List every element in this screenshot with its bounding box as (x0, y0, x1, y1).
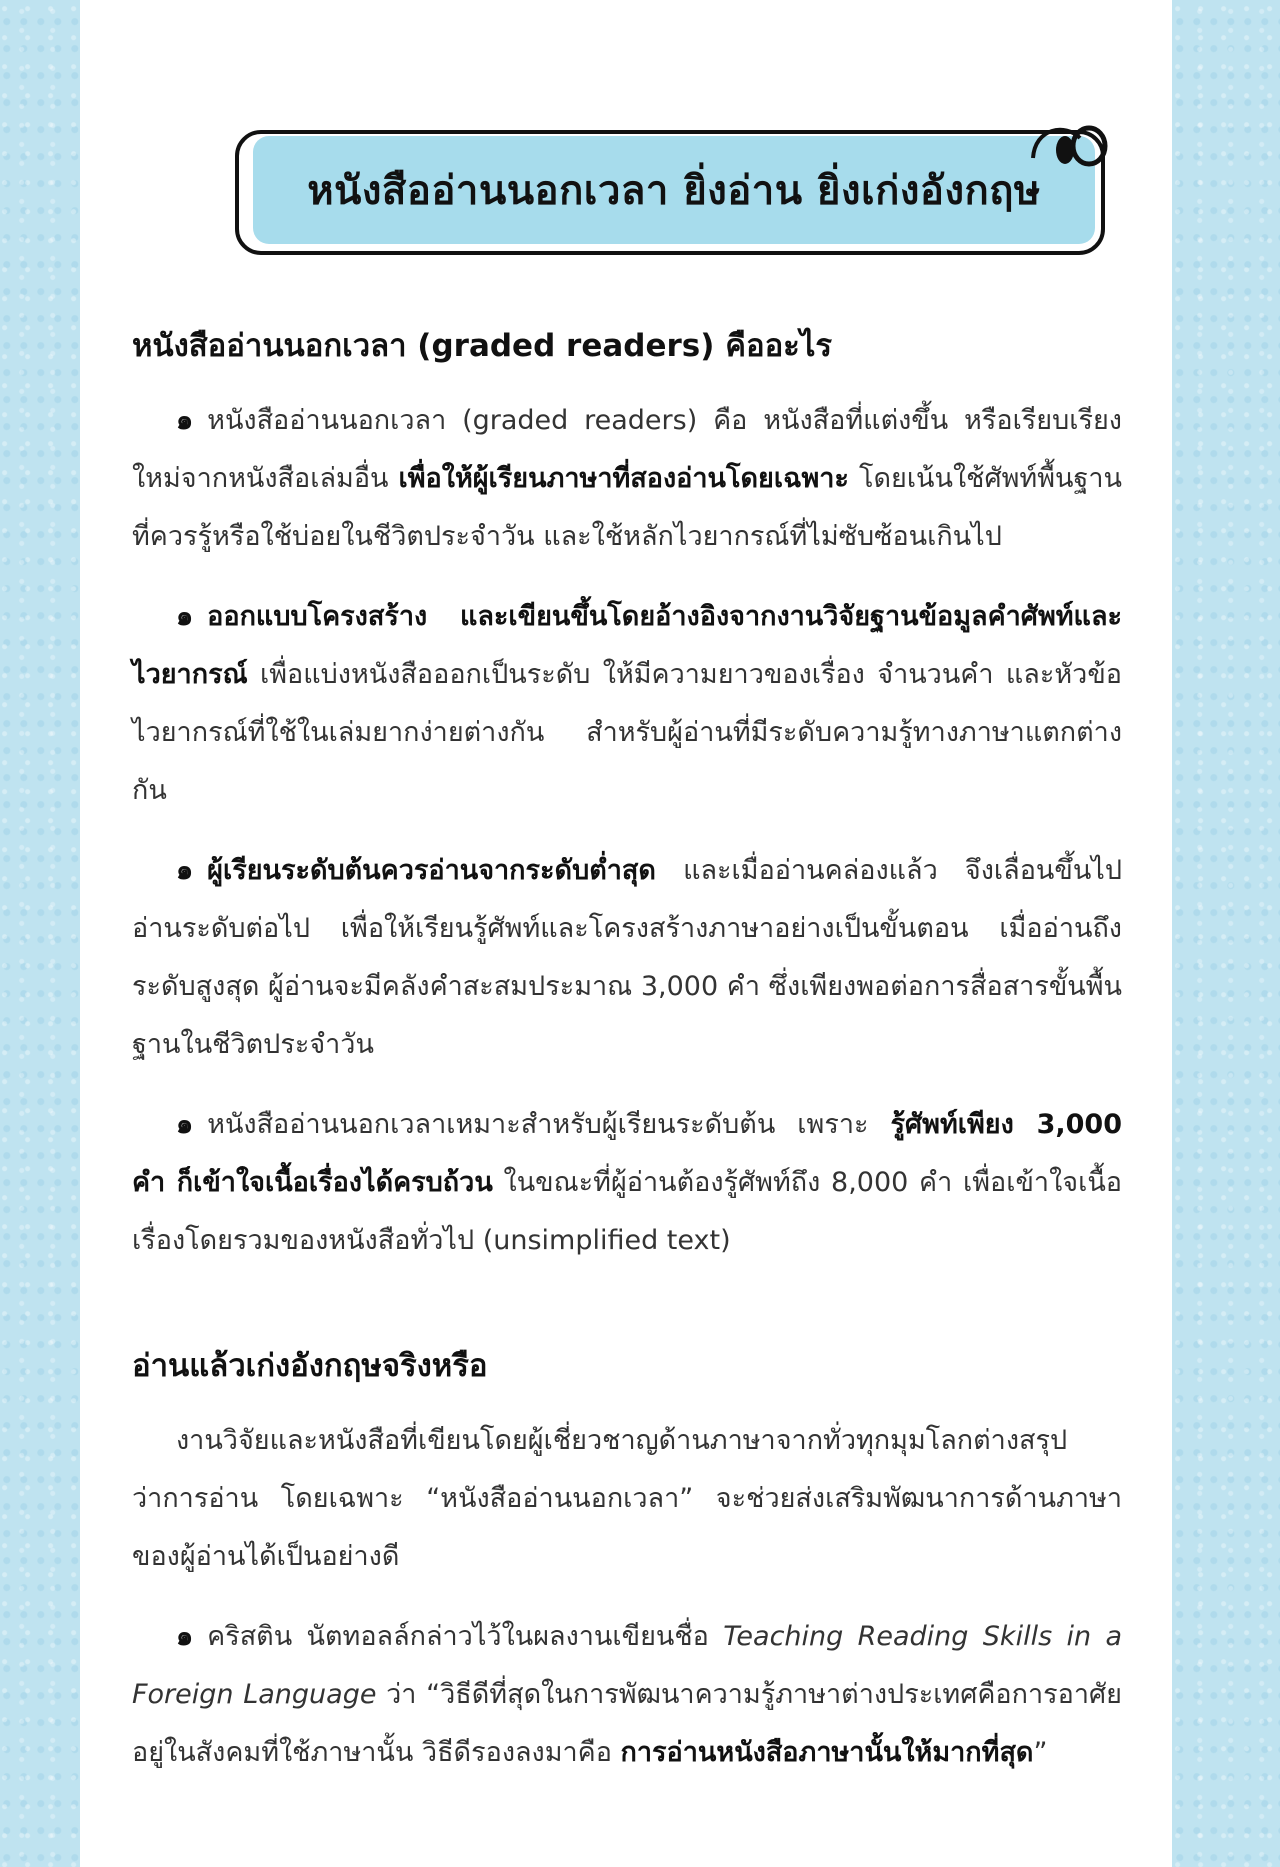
page (80, 0, 1172, 1867)
book-title: Teaching Reading Skills in a Foreign Language (132, 1621, 1122, 1710)
bullet-marker: ๑ (176, 1621, 194, 1652)
page-title: หนังสืออ่านนอกเวลา ยิ่งอ่าน ยิ่งเก่งอังกฤษ (307, 168, 1041, 214)
section-heading-graded-readers: หนังสืออ่านนอกเวลา (graded readers) คืออะไร (132, 328, 833, 364)
bullet-marker: ๑ (176, 405, 194, 436)
bullet-marker: ๑ (176, 601, 194, 632)
paragraph-intro: งานวิจัยและหนังสือที่เขียนโดยผู้เชี่ยวชาญด้านภาษาจากทั่วทุกมุมโลกต่างสรุปว่าการอ่าน โดยเฉพาะ “หนังสืออ่านนอกเวลา” จะช่วยส่งเสริมพัฒนาการด้านภาษาของผู้อ่านได้เป็นอย่างดี (132, 1425, 1122, 1572)
paragraph-1: ๑ หนังสืออ่านนอกเวลา (graded readers) คือ หนังสือที่แต่งขึ้น หรือเรียบเรียงใหม่จากหนังสือเล่มอื่น เพื่อให้ผู้เรียนภาษาที่สองอ่านโดยเฉพาะ โดยเน้นใช้ศัพท์พื้นฐานที่ควรรู้หรือใช้บ่อยในชีวิตประจำวัน และใช้หลักไวยากรณ์ที่ไม่ซับซ้อนเกินไป (132, 405, 1122, 552)
paragraph-nuttall-quote: ๑ คริสติน นัตทอลล์กล่าวไว้ในผลงานเขียนชื่อ Teaching Reading Skills in a Foreign Language ว่า “วิธีดีที่สุดในการพัฒนาความรู้ภาษาต่างประเทศคือการอาศัยอยู่ในสังคมที่ใช้ภาษานั้น วิธีดีรองลงมาคือ การอ่านหนังสือภาษานั้นให้มากที่สุด” (132, 1621, 1122, 1768)
section-heading-does-reading-help: อ่านแล้วเก่งอังกฤษจริงหรือ (132, 1348, 488, 1384)
bullet-marker: ๑ (176, 855, 194, 886)
paragraph-4: ๑ หนังสืออ่านนอกเวลาเหมาะสำหรับผู้เรียนระดับต้น เพราะ รู้ศัพท์เพียง 3,000 คำ ก็เข้าใจเนื้อเรื่องได้ครบถ้วน ในขณะที่ผู้อ่านต้องรู้ศัพท์ถึง 8,000 คำ เพื่อเข้าใจเนื้อเรื่องโดยรวมของหนังสือทั่วไป (unsimplified text) (132, 1109, 1122, 1256)
paragraph-2: ๑ ออกแบบโครงสร้าง และเขียนขึ้นโดยอ้างอิงจากงานวิจัยฐานข้อมูลคำศัพท์และไวยากรณ์ เพื่อแบ่งหนังสือออกเป็นระดับ ให้มีความยาวของเรื่อง จำนวนคำ และหัวข้อไวยากรณ์ที่ใช้ในเล่มยากง่ายต่างกัน สำหรับผู้อ่านที่มีระดับความรู้ทางภาษาแตกต่างกัน (132, 601, 1122, 806)
paragraph-3: ๑ ผู้เรียนระดับต้นควรอ่านจากระดับต่ำสุด และเมื่ออ่านคล่องแล้ว จึงเลื่อนขึ้นไปอ่านระดับต่อไป เพื่อให้เรียนรู้ศัพท์และโครงสร้างภาษาอย่างเป็นขั้นตอน เมื่ออ่านถึงระดับสูงสุด ผู้อ่านจะมีคลังคำสะสมประมาณ 3,000 คำ ซึ่งเพียงพอต่อการสื่อสารขั้นพื้นฐานในชีวิตประจำวัน (132, 855, 1122, 1060)
title-banner (235, 118, 1115, 268)
bullet-marker: ๑ (176, 1109, 194, 1140)
swirl-ornament-icon (1025, 118, 1115, 178)
content (132, 320, 1122, 1782)
